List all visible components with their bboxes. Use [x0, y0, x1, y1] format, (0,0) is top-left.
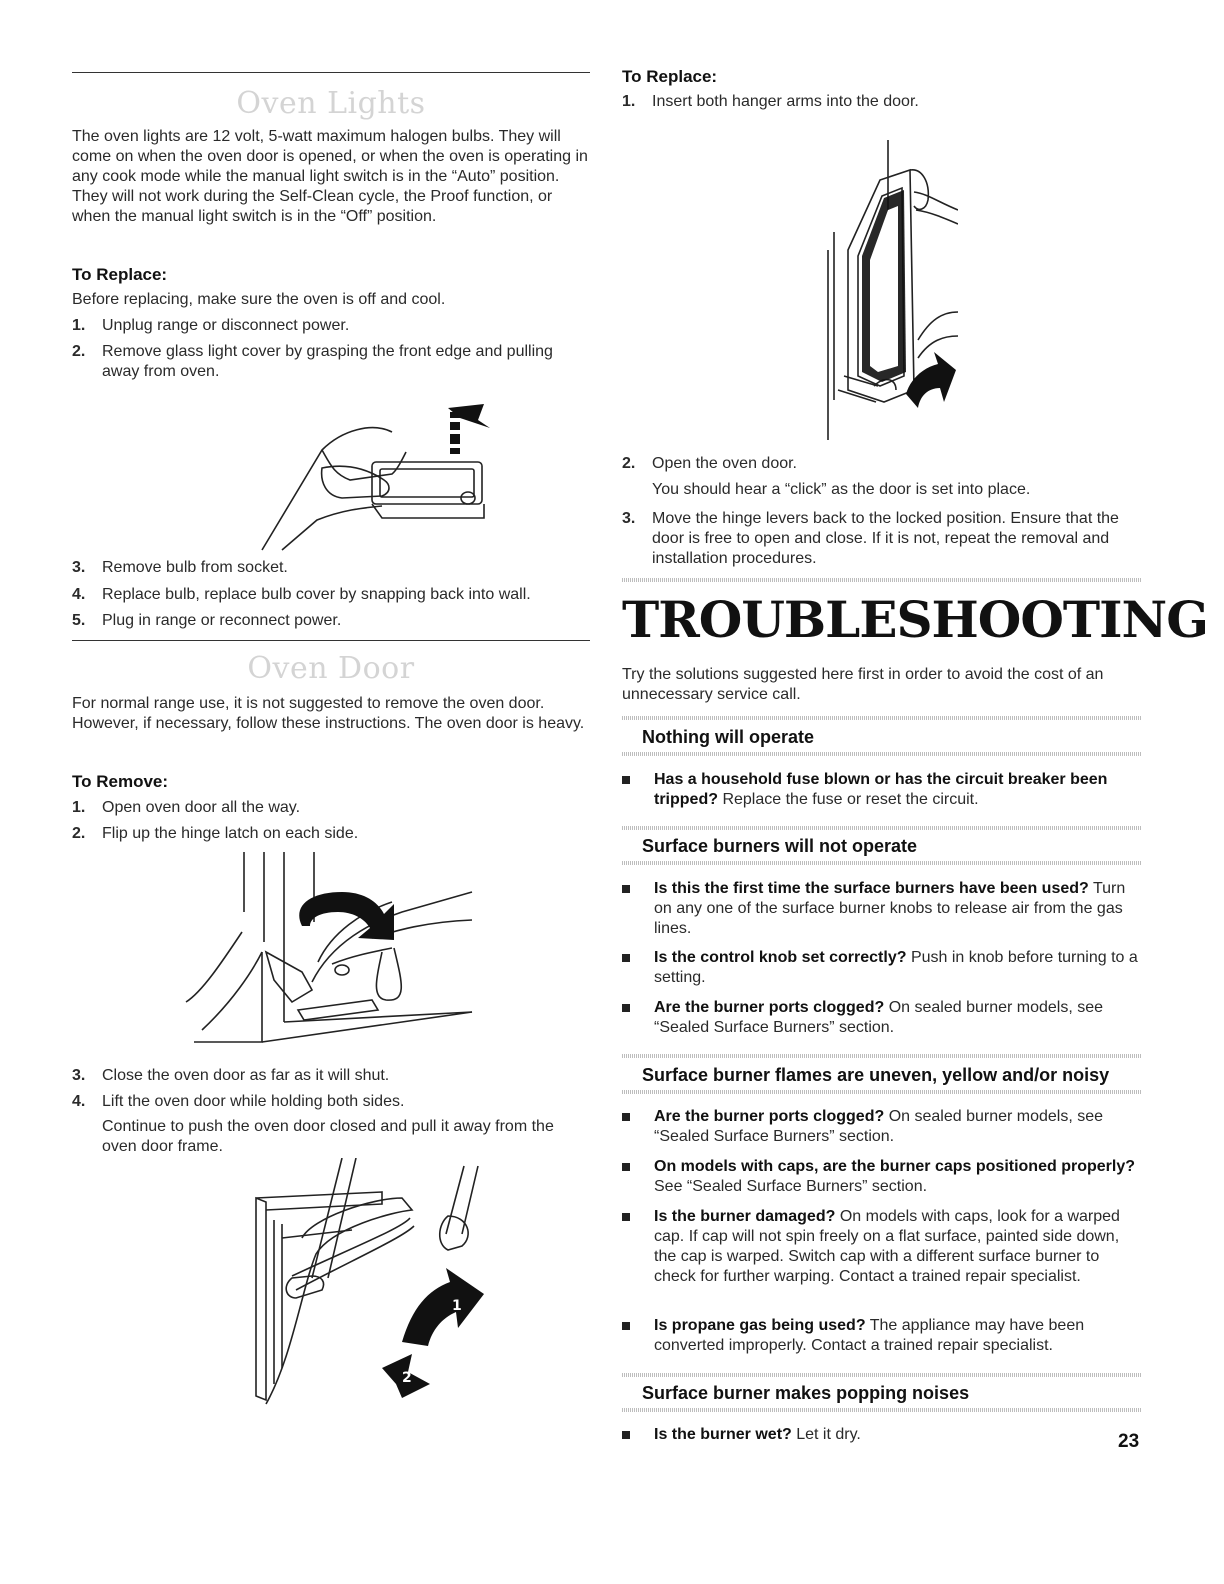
bullet-marker: [622, 1107, 654, 1147]
step-number: 3.: [72, 1067, 86, 1084]
step-number: 2.: [72, 343, 86, 360]
oven-door-remove-step: [72, 798, 590, 818]
step-number: 2.: [622, 455, 636, 472]
solution-item: [622, 948, 1142, 988]
oven-lights-intro: The oven lights are 12 volt, 5-watt maximum halogen bulbs. They will come on when the oven door is opened, or when the oven is operating in any cook mode while the manual light switch is in the “Auto” position. They will not work during the Self-Clean cycle, the Proof function, or when the manual light switch is in the “Off” position.: [72, 128, 588, 225]
bullet-marker: [622, 1425, 654, 1445]
solution-question: Are the burner ports clogged?: [654, 999, 885, 1016]
section-divider: [622, 1054, 1142, 1058]
section-divider: [622, 1408, 1142, 1412]
solution-answer: Push in knob before turning to a setting.: [654, 949, 1138, 986]
hanger-arms-illustration: [818, 140, 958, 444]
solution-question: Is propane gas being used?: [654, 1317, 866, 1334]
oven-door-replace-note: You should hear a “click” as the door is set into place.: [652, 481, 1031, 498]
section-divider: [622, 716, 1142, 720]
step-text: Close the oven door as far as it will shut.: [102, 1067, 390, 1084]
step-number: 1.: [72, 317, 86, 334]
step-text: Open the oven door.: [652, 455, 797, 472]
solution-item: [622, 770, 1142, 810]
step-text: Move the hinge levers back to the locked position. Ensure that the door is free to open and close. If it is not, repeat the removal and installation procedures.: [652, 510, 1119, 567]
solution-question: Are the burner ports clogged?: [654, 1108, 885, 1125]
step-number: 1.: [72, 799, 86, 816]
solution-item: [622, 1316, 1142, 1356]
step-text: Replace bulb, replace bulb cover by snapping back into wall.: [102, 586, 531, 603]
step-number: 1.: [622, 93, 636, 110]
hinge-latch-illustration: [182, 852, 482, 1048]
problem-heading: Surface burner makes popping noises: [642, 1383, 970, 1403]
solution-item: [622, 1207, 1142, 1287]
oven-lights-step: [72, 558, 590, 578]
oven-door-title: Oven Door: [247, 651, 415, 686]
oven-door-replace-step: [622, 92, 1142, 112]
light-cover-illustration: [222, 402, 522, 552]
solution-question: On models with caps, are the burner caps positioned properly?: [654, 1158, 1135, 1175]
solution-question: Is this the first time the surface burners have been used?: [654, 880, 1089, 897]
bullet-marker: [622, 1157, 654, 1197]
oven-lights-step: [72, 585, 590, 605]
problem-heading: Surface burner flames are uneven, yellow and/or noisy: [642, 1065, 1110, 1085]
solution-answer: On sealed burner models, see “Sealed Surface Burners” section.: [654, 999, 1104, 1036]
oven-lights-replace-intro: Before replacing, make sure the oven is off and cool.: [72, 291, 446, 308]
solution-question: Is the control knob set correctly?: [654, 949, 907, 966]
solution-item: [622, 879, 1142, 939]
oven-door-remove-heading: To Remove:: [72, 772, 169, 791]
oven-door-replace-step: [622, 454, 1142, 474]
step-text: Remove glass light cover by grasping the front edge and pulling away from oven.: [102, 343, 553, 380]
oven-lights-step: [72, 342, 590, 382]
bullet-marker: [622, 948, 654, 988]
step-text: Unplug range or disconnect power.: [102, 317, 350, 334]
step-text: Insert both hanger arms into the door.: [652, 93, 919, 110]
bullet-marker: [622, 1316, 654, 1356]
oven-door-replace-step: [622, 509, 1142, 569]
section-divider: [622, 1090, 1142, 1094]
oven-door-rule: [72, 640, 590, 641]
problem-heading: Nothing will operate: [642, 727, 815, 747]
page-number: 23: [1118, 1431, 1140, 1452]
oven-lights-replace-heading: To Replace:: [72, 265, 168, 284]
section-divider: [622, 752, 1142, 756]
oven-door-remove-step: [72, 1066, 590, 1086]
oven-door-intro: For normal range use, it is not suggested to remove the oven door. However, if necessary, follow these instructions. The oven door is heavy.: [72, 695, 585, 732]
troubleshooting-title: TROUBLESHOOTING: [622, 590, 1208, 649]
solution-item: [622, 1425, 1142, 1445]
lift-door-illustration: [252, 1158, 492, 1412]
bullet-marker: [622, 770, 654, 810]
step-text: Plug in range or reconnect power.: [102, 612, 342, 629]
oven-door-remove-note: Continue to push the oven door closed and pull it away from the oven door frame.: [102, 1118, 554, 1155]
step-text: Open oven door all the way.: [102, 799, 301, 816]
solution-item: [622, 1107, 1142, 1147]
oven-lights-rule: [72, 72, 590, 73]
step-text: Flip up the hinge latch on each side.: [102, 825, 359, 842]
solution-question: Is the burner wet?: [654, 1426, 792, 1443]
solution-item: [622, 1157, 1142, 1197]
solution-answer: See “Sealed Surface Burners” section.: [654, 1178, 928, 1195]
oven-lights-title: Oven Lights: [236, 86, 426, 121]
solution-answer: The appliance may have been converted improperly. Contact a trained repair specialist.: [654, 1317, 1085, 1354]
troubleshooting-intro: Try the solutions suggested here first in order to avoid the cost of an unnecessary service call.: [622, 666, 1104, 703]
solution-answer: Turn on any one of the surface burner knobs to release air from the gas lines.: [654, 880, 1126, 937]
section-divider: [622, 1373, 1142, 1377]
solution-answer: On sealed burner models, see “Sealed Surface Burners” section.: [654, 1108, 1104, 1145]
oven-door-remove-step: [72, 824, 590, 844]
step-text: Lift the oven door while holding both sides.: [102, 1093, 405, 1110]
solution-question: Is the burner damaged?: [654, 1208, 836, 1225]
solution-question: Has a household fuse blown or has the circuit breaker been tripped?: [654, 771, 1108, 808]
oven-lights-step: [72, 316, 590, 336]
bullet-marker: [622, 998, 654, 1038]
step-number: 2.: [72, 825, 86, 842]
oven-door-remove-step: [72, 1092, 590, 1112]
step-number: 3.: [72, 559, 86, 576]
bullet-marker: [622, 1207, 654, 1287]
oven-lights-step: [72, 611, 590, 631]
oven-door-replace-heading: To Replace:: [622, 67, 718, 86]
problem-heading: Surface burners will not operate: [642, 836, 918, 856]
step-number: 4.: [72, 1093, 86, 1110]
section-divider: [622, 826, 1142, 830]
figure-label: 1: [452, 1298, 462, 1314]
step-number: 5.: [72, 612, 86, 629]
solution-answer: On models with caps, look for a warped cap. If cap will not spin freely on a flat surface, painted side down, the cap is warped. Switch cap with a different surface burner to check for further warping. Contact a trained repair specialist.: [654, 1208, 1120, 1285]
solution-answer: Replace the fuse or reset the circuit.: [718, 791, 979, 808]
step-number: 3.: [622, 510, 636, 527]
solution-item: [622, 998, 1142, 1038]
section-divider: [622, 861, 1142, 865]
bullet-marker: [622, 879, 654, 939]
figure-label: 2: [402, 1370, 412, 1386]
solution-answer: Let it dry.: [791, 1426, 861, 1443]
step-text: Remove bulb from socket.: [102, 559, 288, 576]
step-number: 4.: [72, 586, 86, 603]
troubleshooting-top-divider: [622, 578, 1142, 582]
